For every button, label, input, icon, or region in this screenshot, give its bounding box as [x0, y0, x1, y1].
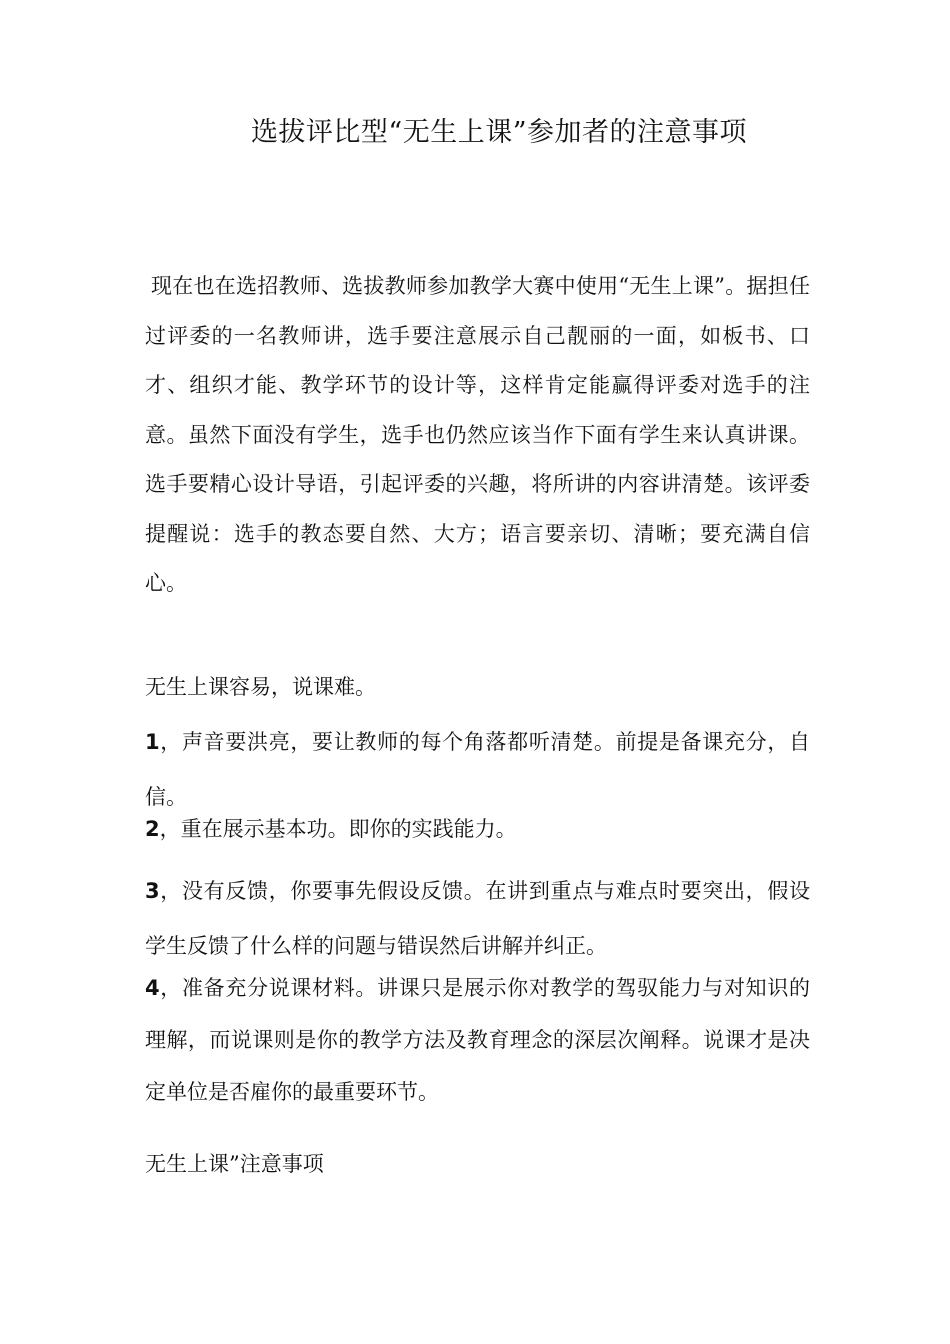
list-item-number: 3 — [145, 879, 160, 903]
intro-paragraph: 现在也在选招教师、选拔教师参加教学大赛中使用“无生上课”。据担任过评委的一名教师讲，选手要注意展示自己靓丽的一面，如板书、口才、组织才能、教学环节的设计等，这样肯定能赢得评委对选手的注意。虽然下面没有学生，选手也仍然应该当作下面有学生来认真讲课。选手要精心设计导语，引起评委的兴趣，将所讲的内容讲清楚。该评委提醒说：选手的教态要自然、大方；语言要亲切、清晰；要充满自信心。 — [145, 274, 810, 595]
list-item-2 — [145, 815, 810, 843]
list-item-4 — [145, 962, 810, 1118]
list-item-1 — [145, 715, 810, 825]
list-item-text: ，没有反馈，你要事先假设反馈。在讲到重点与难点时要突出，假设学生反馈了什么样的问题与错误然后讲解并纠正。 — [145, 879, 810, 958]
list-item-text: ，准备充分说课材料。讲课只是展示你对教学的驾驭能力与对知识的理解，而说课则是你的教学方法及教育理念的深层次阐释。说课才是决定单位是否雇你的最重要环节。 — [145, 976, 810, 1104]
list-item-text: ，重在展示基本功。即你的实践能力。 — [159, 817, 517, 841]
lead-sentence: 无生上课容易，说课难。 — [145, 675, 376, 699]
list-item-number: 1 — [145, 730, 160, 754]
list-item-3 — [145, 864, 810, 974]
list-item-number: 4 — [145, 976, 160, 1000]
document-title: 选拔评比型“无生上课”参加者的注意事项 — [250, 117, 748, 148]
list-item-number: 2 — [145, 817, 160, 841]
list-item-text: ，声音要洪亮，要让教师的每个角落都听清楚。前提是备课充分，自信。 — [145, 730, 810, 809]
section-heading: 无生上课”注意事项 — [145, 1152, 324, 1176]
